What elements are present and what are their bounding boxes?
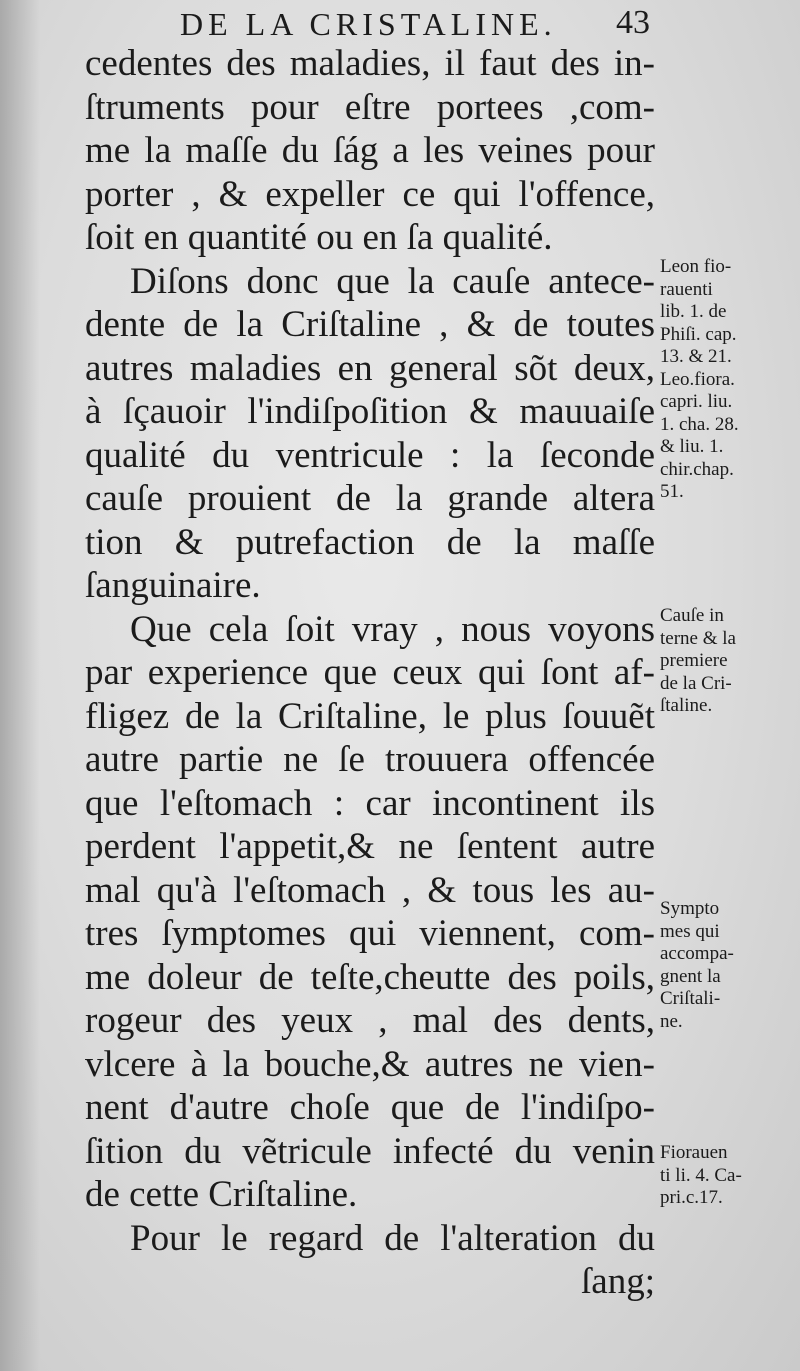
text-line: tres ſymptomes qui viennent, com-	[85, 913, 655, 954]
text-line: ſanguinaire.	[85, 565, 261, 606]
margin-note-line: lib. 1. de	[660, 301, 727, 322]
margin-note-line: & liu. 1.	[660, 436, 724, 457]
catchword: ſang;	[581, 1261, 655, 1302]
text-line: cauſe prouient de la grande altera	[85, 478, 655, 519]
text-line: vlcere à la bouche,& autres ne vien-	[85, 1043, 655, 1085]
margin-note-line: Phiſi. cap.	[660, 323, 737, 345]
margin-note-line: Sympto	[660, 898, 720, 919]
margin-note-citation-fioravanti	[660, 256, 788, 504]
text-line: Diſons donc que la cauſe antece-	[130, 260, 655, 302]
margin-note-line: Fiorauen	[660, 1142, 728, 1163]
margin-note-line: 1. cha. 28.	[660, 413, 739, 435]
margin-note-symptoms	[660, 898, 788, 1033]
running-title: DE LA CRISTALINE.	[180, 6, 557, 42]
margin-note-line: premiere	[660, 650, 728, 671]
text-line: Pour le regard de l'alteration du	[130, 1217, 655, 1259]
margin-note-line: Leo.fiora.	[660, 368, 735, 390]
margin-note-line: Cauſe in	[660, 605, 724, 626]
margin-note-line: de la Cri-	[660, 672, 732, 694]
text-line: me la maſſe du ſág a les veines pour	[85, 130, 655, 171]
margin-note-line: capri. liu.	[660, 391, 733, 412]
text-line: rogeur des yeux , mal des dents,	[85, 1000, 655, 1041]
text-line: dente de la Criſtaline , & de toutes	[85, 304, 655, 345]
margin-note-line: rauenti	[660, 278, 713, 300]
text-line: qualité du ventricule : la ſeconde	[85, 434, 655, 476]
page-gutter-shadow	[0, 0, 40, 1371]
margin-note-line: chir.chap.	[660, 458, 734, 480]
text-line: Que cela ſoit vray , nous voyons	[130, 608, 655, 650]
text-line: ſoit en quantité ou en ſa qualité.	[85, 217, 553, 258]
text-line: par experience que ceux qui ſont af-	[85, 652, 655, 693]
margin-note-line: terne & la	[660, 627, 736, 649]
page-number: 43	[616, 4, 650, 41]
text-line: de cette Criſtaline.	[85, 1174, 358, 1215]
margin-note-line: mes qui	[660, 920, 720, 942]
text-line: que l'eſtomach : car incontinent ils	[85, 782, 655, 824]
text-line: ſtruments pour eſtre portees ,com-	[85, 86, 655, 128]
margin-note-line: gnent la	[660, 965, 721, 987]
text-line: autres maladies en general sõt deux,	[85, 347, 655, 389]
text-line: me doleur de teſte,cheutte des poils,	[85, 956, 655, 998]
margin-note-internal-cause	[660, 605, 788, 718]
margin-note-citation-fioravanti-2	[660, 1142, 788, 1210]
text-line: nent d'autre choſe que de l'indiſpo-	[85, 1087, 655, 1128]
text-line: porter , & expeller ce qui l'offence,	[85, 173, 655, 215]
text-line: mal qu'à l'eſtomach , & tous les au-	[85, 869, 655, 911]
text-line: tion & putrefaction de la maſſe	[85, 521, 655, 563]
margin-note-line: ti li. 4. Ca-	[660, 1164, 742, 1186]
text-line: autre partie ne ſe trouuera offencée	[85, 739, 655, 780]
text-line: cedentes des maladies, il faut des in-	[85, 43, 655, 84]
margin-note-line: Leon fio-	[660, 256, 732, 277]
text-line: fligez de la Criſtaline, le plus ſouuẽt	[85, 695, 655, 737]
main-text-block	[85, 42, 655, 1304]
margin-note-line: ne.	[660, 1010, 683, 1032]
margin-note-line: 13. & 21.	[660, 346, 732, 367]
text-line: perdent l'appetit,& ne ſentent autre	[85, 826, 655, 867]
margin-note-line: 51.	[660, 481, 684, 502]
text-line: ſition du vẽtricule infecté du venin	[85, 1130, 655, 1172]
margin-note-line: pri.c.17.	[660, 1187, 723, 1208]
margin-note-line: ſtaline.	[660, 695, 713, 716]
text-line: à ſçauoir l'indiſpoſition & mauuaiſe	[85, 391, 655, 432]
margin-note-line: accompa-	[660, 943, 734, 964]
margin-note-line: Criſtali-	[660, 988, 721, 1009]
